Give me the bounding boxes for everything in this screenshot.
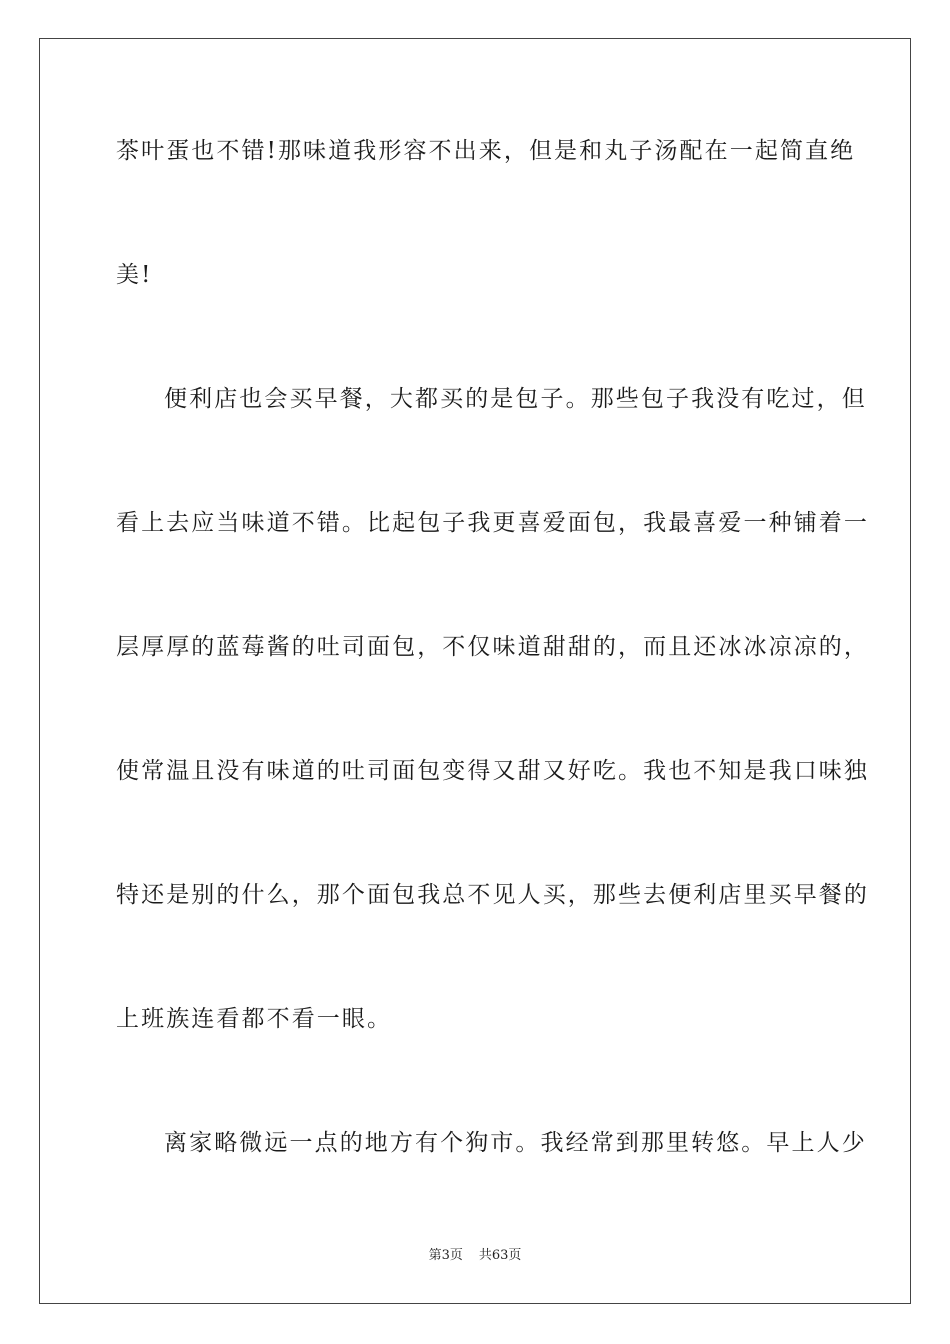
paragraph-line: 特还是别的什么，那个面包我总不见人买，那些去便利店里买早餐的: [116, 882, 869, 908]
paragraph-line: 上班族连看都不看一眼。: [116, 1006, 393, 1032]
paragraph-line: 使常温且没有味道的吐司面包变得又甜又好吃。我也不知是我口味独: [116, 758, 869, 784]
paragraph-line: 便利店也会买早餐，大都买的是包子。那些包子我没有吃过，但: [164, 386, 867, 412]
page-number: 第3页: [428, 1248, 463, 1263]
paragraph-line: 离家略微远一点的地方有个狗市。我经常到那里转悠。早上人少: [164, 1130, 867, 1156]
page-total: 共63页: [478, 1248, 522, 1263]
page-border: [39, 38, 911, 1304]
page-footer: [0, 1247, 950, 1265]
paragraph-line: 美!: [116, 262, 153, 288]
paragraph-line: 茶叶蛋也不错!那味道我形容不出来，但是和丸子汤配在一起简直绝: [116, 138, 856, 164]
paragraph-line: 层厚厚的蓝莓酱的吐司面包，不仅味道甜甜的，而且还冰冰凉凉的，: [116, 634, 869, 660]
paragraph-line: 看上去应当味道不错。比起包子我更喜爱面包，我最喜爱一种铺着一: [116, 510, 869, 536]
